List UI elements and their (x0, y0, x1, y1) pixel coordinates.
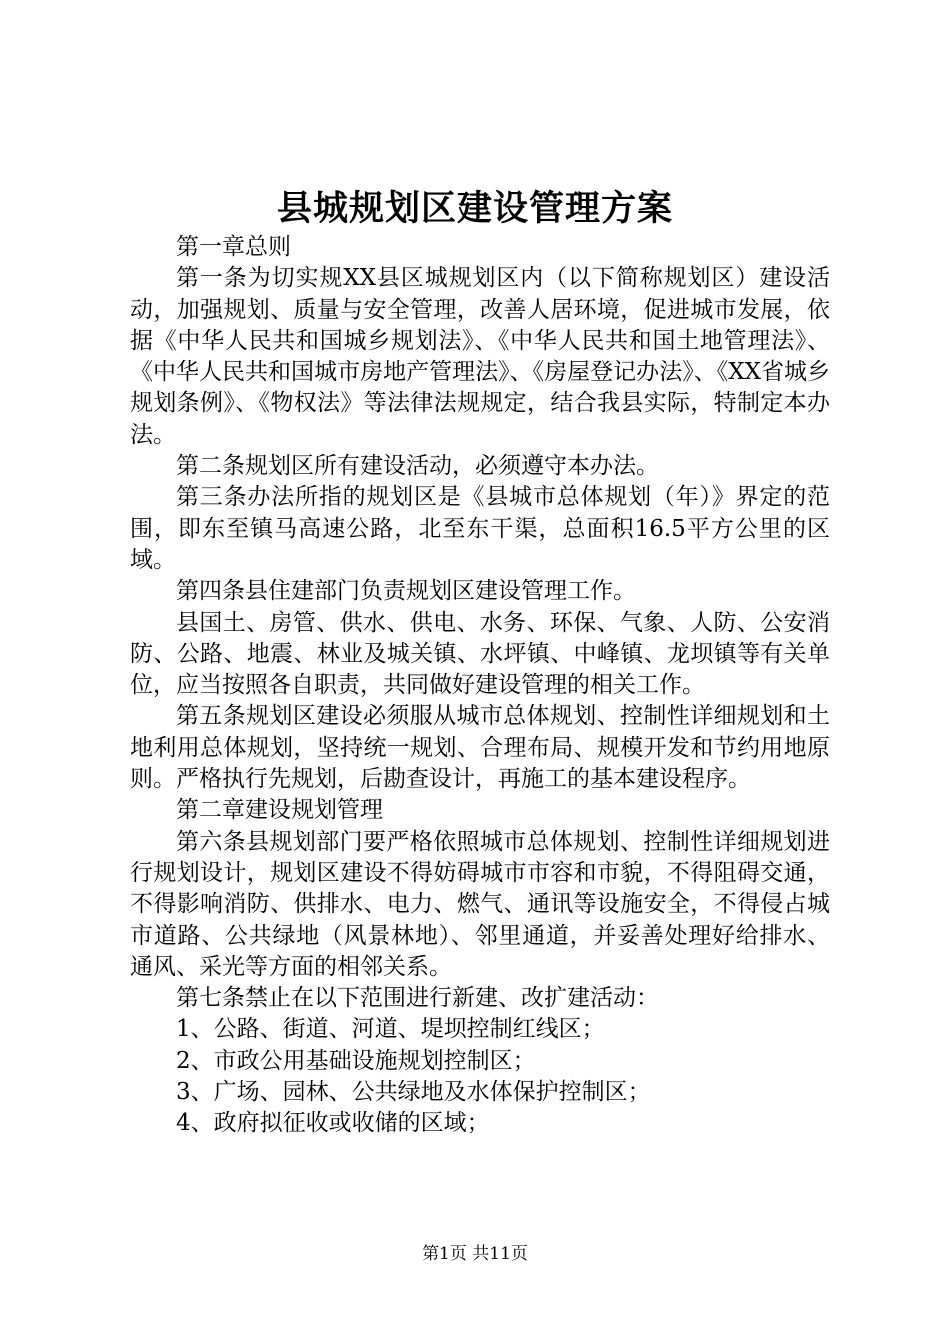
chapter-heading: 第二章建设规划管理 (176, 797, 383, 824)
paragraph: 第六条县规划部门要严格依照城市总体规划、控制性详细规划进行规划设计，规划区建设不得妨碍城市市容和市貌，不得阻碍交通，不得影响消防、供排水、电力、燃气、通讯等设施安全，不得侵占城市道路、公共绿地（风景林地）、邻里通道，并妥善处理好给排水、通风、采光等方面的相邻关系。 (130, 828, 830, 980)
document-body (130, 232, 830, 1140)
paragraph: 县国土、房管、供水、供电、水务、环保、气象、人防、公安消防、公路、地震、林业及城关镇、水坪镇、中峰镇、龙坝镇等有关单位，应当按照各自职责，共同做好建设管理的相关工作。 (130, 609, 830, 699)
paragraph: 第七条禁止在以下范围进行新建、改扩建活动： (176, 985, 659, 1012)
document-title: 县城规划区建设管理方案 (276, 188, 673, 229)
list-item: 3、广场、园林、公共绿地及水体保护控制区； (176, 1079, 651, 1106)
list-item: 1、公路、街道、河道、堤坝控制红线区； (176, 1016, 605, 1043)
paragraph: 第二条规划区所有建设活动，必须遵守本办法。 (176, 453, 659, 480)
paragraph: 第四条县住建部门负责规划区建设管理工作。 (176, 578, 636, 605)
paragraph: 第一条为切实规XX县区城规划区内（以下简称规划区）建设活动，加强规划、质量与安全管理，改善人居环境，促进城市发展，依据《中华人民共和国城乡规划法》、《中华人民共和国土地管理法》、《中华人民共和国城市房地产管理法》、《房屋登记办法》、《XX省城乡规划条例》、《物权法》等法律法规规定，结合我县实际，特制定本办法。 (130, 265, 830, 448)
list-item: 2、市政公用基础设施规划控制区； (176, 1047, 536, 1074)
paragraph: 第三条办法所指的规划区是《县城市总体规划（年）》界定的范围，即东至镇马高速公路，北至东干渠，总面积16.5平方公里的区域。 (130, 484, 830, 573)
page-footer: 第1页 共11页 (422, 1244, 528, 1264)
paragraph: 第五条规划区建设必须服从城市总体规划、控制性详细规划和土地利用总体规划，坚持统一规划、合理布局、规模开发和节约用地原则。严格执行先规划，后勘查设计，再施工的基本建设程序。 (130, 703, 830, 793)
chapter-heading: 第一章总则 (176, 234, 291, 260)
list-item: 4、政府拟征收或收储的区域； (176, 1110, 490, 1137)
